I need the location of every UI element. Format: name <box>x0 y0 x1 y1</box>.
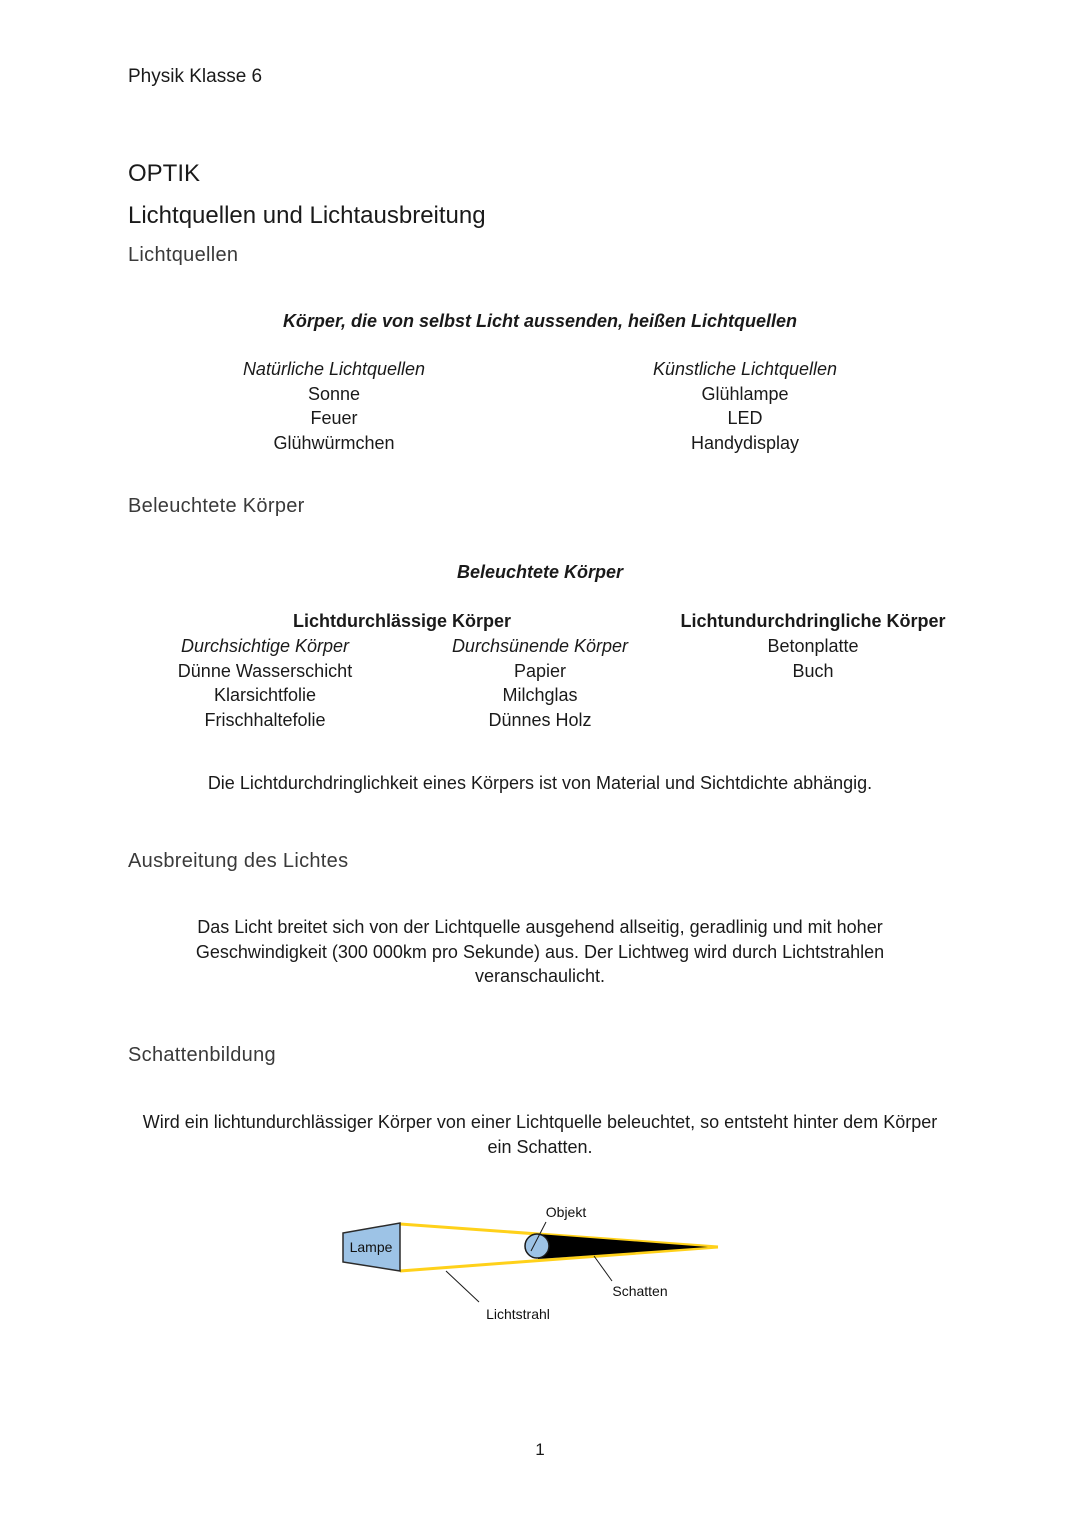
list-item: Feuer <box>310 408 358 428</box>
list-item: LED <box>727 408 763 428</box>
list-item: Milchglas <box>502 685 578 705</box>
section-heading-schatten: Schattenbildung <box>128 1044 276 1066</box>
chapter-heading: Lichtquellen und Lichtausbreitung <box>128 202 486 229</box>
transparent-title: Durchsichtige Körper <box>180 636 350 656</box>
list-item: Papier <box>513 660 567 681</box>
shadow-leader-line <box>594 1256 612 1281</box>
text-line: veranschaulicht. <box>474 966 606 986</box>
ray-label: Lichtstrahl <box>486 1306 550 1322</box>
list-item: Dünnes Holz <box>488 709 592 730</box>
list-item: Klarsichtfolie <box>213 685 317 705</box>
permeability-note: Die Lichtdurchdringlichkeit eines Körpers ist von Material und Sichtdichte abhängig. <box>207 773 873 793</box>
translucent-title: Lichtdurchlässige Körper <box>292 611 512 631</box>
object-circle <box>525 1234 549 1258</box>
list-item: Glühlampe <box>701 383 789 404</box>
lichtquellen-definition: Körper, die von selbst Licht aussenden, heißen Lichtquellen <box>282 311 798 331</box>
natural-sources-title: Natürliche Lichtquellen <box>242 359 426 379</box>
list-item: Sonne <box>307 383 361 404</box>
text-line: Wird ein lichtundurchlässiger Körper von einer Lichtquelle beleuchtet, so entsteht hinter dem Körper <box>142 1112 938 1132</box>
list-item: Frischhaltefolie <box>204 709 326 730</box>
page-header: Physik Klasse 6 <box>128 66 263 87</box>
lamp-label: Lampe <box>349 1239 393 1255</box>
list-item: Glühwürmchen <box>273 432 395 453</box>
text-line: Geschwindigkeit (300 000km pro Sekunde) aus. Der Lichtweg wird durch Lichtstrahlen <box>195 941 885 962</box>
list-item: Dünne Wasserschicht <box>177 660 353 681</box>
page-number: 1 <box>535 1440 545 1459</box>
page-title: OPTIK <box>128 160 201 187</box>
list-item: Handydisplay <box>690 432 800 453</box>
text-line: ein Schatten. <box>487 1136 593 1157</box>
list-item: Buch <box>792 660 834 681</box>
section-heading-beleuchtete: Beleuchtete Körper <box>128 495 305 517</box>
artificial-sources-title: Künstliche Lichtquellen <box>652 359 838 379</box>
section-heading-lichtquellen: Lichtquellen <box>128 244 239 266</box>
text-line: Das Licht breitet sich von der Lichtquelle ausgehend allseitig, geradlinig und mit hoher <box>197 917 883 937</box>
object-label: Objekt <box>545 1204 587 1220</box>
semi-transparent-title: Durchsünende Körper <box>451 636 629 656</box>
beleuchtete-box-title: Beleuchtete Körper <box>456 562 624 582</box>
shadow-label: Schatten <box>612 1283 668 1299</box>
ray-leader-line <box>446 1271 479 1302</box>
opaque-title: Lichtundurchdringliche Körper <box>680 611 946 631</box>
section-heading-ausbreitung: Ausbreitung des Lichtes <box>128 850 349 872</box>
list-item: Betonplatte <box>767 636 859 656</box>
